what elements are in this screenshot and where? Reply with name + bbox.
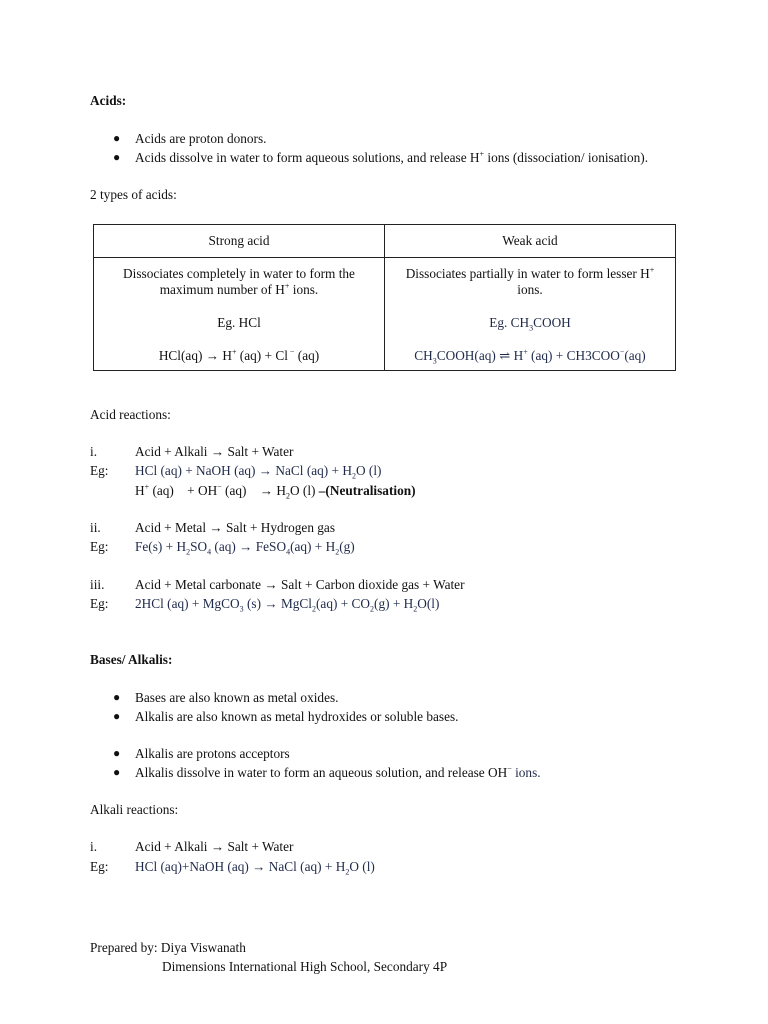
strong-eq-sup1: + (231, 347, 237, 357)
r3-eq-a: 2HCl (aq) + MgCO (135, 596, 240, 611)
r2-eq-sub3: 4 (286, 547, 291, 557)
bases-bullet-4 (135, 765, 541, 781)
r1-eq2-d: O (l) (289, 483, 319, 498)
strong-desc-sup: + (284, 281, 290, 291)
weak-eq-sub: 3 (432, 356, 437, 366)
acids-bullet-2-text-a: Acids dissolve in water to form aqueous solutions, and release H (135, 150, 480, 165)
weak-acid-equation (399, 348, 661, 364)
acids-bullet-2-text-b: ions (dissociation/ ionisation). (484, 150, 649, 165)
alkali-reaction-eg: Eg: (90, 859, 109, 874)
r2-eq-sub1: 2 (186, 547, 191, 557)
weak-desc-a: Dissociates partially in water to form lesser H (405, 266, 650, 281)
alkali-eq-sub: 2 (345, 867, 350, 877)
alkali-reaction-number: i. (90, 839, 98, 854)
bases-b4-b: ions. (511, 765, 541, 780)
weak-eg-a: Eg. CH (489, 315, 530, 330)
r3-eq-sub1: 3 (239, 604, 244, 614)
bases-bullet-2: Alkalis are also known as metal hydroxides or soluble bases. (135, 709, 459, 724)
strong-acid-cell (94, 258, 385, 371)
acid-reactions-label: Acid reactions: (90, 407, 171, 422)
bullet-icon: ● (113, 709, 121, 723)
r3-eq-b: (s) → MgCl (243, 596, 312, 611)
alkali-eq-a: HCl (aq)+NaOH (aq) → NaCl (aq) + H (135, 859, 346, 874)
strong-eq-b: (aq) + Cl (236, 348, 288, 363)
strong-eq-a: HCl(aq) → H (158, 348, 232, 363)
reaction-2-number: ii. (90, 520, 101, 535)
reaction-2-word-equation: Acid + Metal → Salt + Hydrogen gas (135, 520, 336, 535)
header-weak-acid: Weak acid (385, 225, 676, 258)
reaction-3-number: iii. (90, 577, 105, 592)
weak-eg-b: COOH (533, 315, 571, 330)
bullet-icon: ● (113, 690, 121, 704)
r2-eq-c: (aq) → FeSO (211, 539, 287, 554)
strong-acid-equation (108, 348, 370, 364)
header-strong-acid: Strong acid (94, 225, 385, 258)
r1-eq2-b: (aq) + OH (149, 483, 218, 498)
r2-eq-b: SO (190, 539, 208, 554)
bases-b4-a: Alkalis dissolve in water to form an aqueous solution, and release OH (135, 765, 508, 780)
reaction-3-word-equation: Acid + Metal carbonate → Salt + Carbon dioxide gas + Water (135, 577, 465, 592)
alkali-reactions-label: Alkali reactions: (90, 802, 179, 817)
weak-eq-d: (aq) (624, 348, 646, 363)
weak-acid-cell (385, 258, 676, 371)
weak-eq-c: (aq) + CH3COO (527, 348, 620, 363)
alkali-eq-b: O (l) (349, 859, 375, 874)
types-of-acids-label: 2 types of acids: (90, 187, 177, 202)
neutralisation-label: –(Neutralisation) (318, 483, 416, 498)
strong-desc-a: Dissociates completely in water to form the maximum number of H (123, 266, 355, 297)
bases-bullet-1: Bases are also known as metal oxides. (135, 690, 339, 705)
bullet-icon: ● (113, 746, 121, 760)
strong-acid-example: Eg. HCl (217, 315, 261, 330)
strong-desc-b: ions. (289, 282, 319, 297)
reaction-1-number: i. (90, 444, 98, 459)
r3-eq-d: (g) + H (374, 596, 414, 611)
bullet-icon: ● (113, 131, 121, 145)
r3-eq-sub2: 2 (311, 604, 316, 614)
weak-desc-b: ions. (517, 282, 543, 297)
prepared-by: Prepared by: Diya Viswanath (90, 940, 246, 955)
acids-bullet-2 (135, 150, 648, 166)
r2-eq-sub4: 2 (335, 547, 340, 557)
acids-bullet-1: Acids are proton donors. (135, 131, 267, 146)
r2-eq-sub2: 4 (207, 547, 212, 557)
weak-desc-sup: + (649, 265, 655, 275)
acid-types-table (93, 224, 676, 371)
r1-eq1-b: O (l) (355, 463, 382, 478)
r1-eq2-sup1: + (144, 482, 150, 492)
table-row (94, 258, 676, 371)
reaction-1-ionic-equation (135, 483, 416, 499)
bullet-icon: ● (113, 765, 121, 779)
reaction-1-eg: Eg: (90, 463, 109, 478)
bases-heading: Bases/ Alkalis: (90, 652, 173, 667)
weak-acid-description (399, 266, 661, 298)
r1-eq2-sub: 2 (285, 491, 290, 501)
reaction-1-equation (135, 463, 381, 479)
r1-eq2-sup2: − (217, 482, 222, 492)
alkali-reaction-equation (135, 859, 375, 875)
strong-eq-sup2: − (287, 347, 295, 357)
reaction-3-eg: Eg: (90, 596, 109, 611)
r1-eq1-sub: 2 (351, 471, 356, 481)
weak-eg-sub: 3 (529, 323, 534, 333)
bases-bullet-3: Alkalis are protons acceptors (135, 746, 290, 761)
r2-eq-e: (g) (339, 539, 355, 554)
r1-eq2-a: H (135, 483, 145, 498)
acids-bullet-2-sup: + (479, 149, 485, 159)
bullet-icon: ● (113, 150, 121, 164)
r1-eq1-a: HCl (aq) + NaOH (aq) → NaCl (aq) + H (135, 463, 352, 478)
r2-eq-a: Fe(s) + H (135, 539, 187, 554)
r3-eq-e: O(l) (417, 596, 440, 611)
r3-eq-sub4: 2 (413, 604, 418, 614)
r3-eq-sub3: 2 (370, 604, 375, 614)
r2-eq-d: (aq) + H (290, 539, 336, 554)
strong-eq-c: (aq) (294, 348, 320, 363)
r3-eq-c: (aq) + CO (315, 596, 371, 611)
weak-eq-b: COOH(aq) ⇌ H (436, 348, 524, 363)
weak-eq-sup1: + (523, 347, 528, 357)
bases-b4-sup: − (507, 764, 512, 774)
school-name: Dimensions International High School, Secondary 4P (162, 959, 448, 974)
reaction-2-eg: Eg: (90, 539, 109, 554)
r1-eq2-c: (aq) → H (221, 483, 286, 498)
table-header-row (94, 225, 676, 258)
strong-acid-description (108, 266, 370, 298)
reaction-3-equation (135, 596, 439, 612)
reaction-2-equation (135, 539, 355, 555)
reaction-1-word-equation: Acid + Alkali → Salt + Water (135, 444, 294, 459)
acids-heading: Acids: (90, 93, 127, 108)
weak-eq-sup2: − (619, 347, 625, 357)
weak-acid-example (399, 315, 661, 331)
weak-eq-a: CH (414, 348, 433, 363)
alkali-reaction-word-equation: Acid + Alkali → Salt + Water (135, 839, 294, 854)
